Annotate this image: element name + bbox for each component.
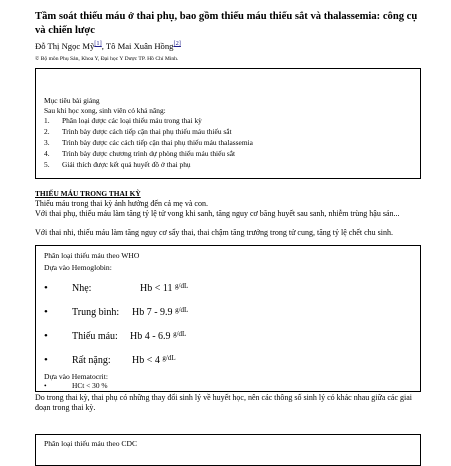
- severity-row: [44, 330, 186, 342]
- who-classification-box: [35, 245, 421, 392]
- severity-row: [44, 282, 188, 294]
- hb-unit: g/dL: [173, 330, 187, 338]
- objectives-intro: Sau khi học xong, sinh viên có khả năng:: [44, 106, 166, 115]
- item-number: 1.: [44, 116, 50, 125]
- severity-label: Nhẹ:: [72, 283, 92, 294]
- footnote-link[interactable]: [1]: [94, 40, 102, 47]
- severity-label: Rất nặng:: [72, 355, 111, 366]
- bullet: •: [44, 306, 48, 318]
- author-line: [35, 40, 181, 51]
- severity-label: Thiếu máu:: [72, 331, 118, 342]
- hb-value: Hb < 11: [140, 283, 173, 294]
- hb-value: Hb 4 - 6.9: [130, 331, 171, 342]
- bullet: •: [44, 381, 47, 390]
- item-text: Phân loại được các loại thiếu máu trong thai kỳ: [62, 116, 202, 125]
- hemoglobin-basis-label: Dựa vào Hemoglobin:: [44, 263, 112, 272]
- list-item: [44, 148, 253, 159]
- bullet: •: [44, 330, 48, 342]
- list-item: [44, 126, 253, 137]
- severity-row: [44, 306, 188, 318]
- paragraph: Do trong thai kỳ, thai phụ có những thay đổi sinh lý về huyết học, nên các thông số sinh lý có khác nhau giữa các giai đoạn trong thai kỳ.: [35, 393, 413, 412]
- list-item: [44, 159, 253, 170]
- item-text: Trình bày được chương trình dự phòng thiếu máu thiếu sắt: [62, 149, 236, 158]
- author-separator: ,: [101, 40, 106, 51]
- author-name: Tô Mai Xuân Hồng: [105, 40, 174, 51]
- hb-unit: g/dL: [162, 354, 176, 362]
- hct-item: [44, 381, 108, 390]
- item-number: 3.: [44, 138, 50, 147]
- item-text: Giải thích được kết quả huyết đồ ở thai phụ: [62, 160, 191, 169]
- list-item: [44, 137, 253, 148]
- hb-unit: g/dL: [175, 282, 189, 290]
- hct-value: HCt < 30 %: [72, 381, 108, 390]
- item-text: Trình bày được các cách tiếp cận thai phụ thiếu máu thalassemia: [62, 138, 253, 147]
- severity-row: [44, 354, 176, 366]
- hb-value: Hb < 4: [132, 355, 160, 366]
- item-number: 5.: [44, 160, 50, 169]
- affiliation: © Bộ môn Phụ Sản, Khoa Y, Đại học Y Dược TP. Hồ Chí Minh.: [35, 56, 179, 62]
- severity-label: Trung bình:: [72, 307, 120, 318]
- cdc-classification-box: [35, 434, 421, 466]
- item-number: 4.: [44, 149, 50, 158]
- item-text: Trình bày được cách tiếp cận thai phụ thiếu máu thiếu sắt: [62, 127, 232, 136]
- list-item: [44, 115, 253, 126]
- hb-unit: g/dL: [175, 306, 189, 314]
- hb-value: Hb 7 - 9.9: [132, 307, 173, 318]
- document-title: Tầm soát thiếu máu ở thai phụ, bao gồm thiếu máu thiếu sắt và thalassemia: công cụ và chiến lược: [35, 11, 418, 36]
- bullet: •: [44, 282, 48, 294]
- objectives-list: [44, 115, 253, 170]
- objectives-heading: Mục tiêu bài giảng: [44, 96, 100, 105]
- author-name: Đỗ Thị Ngọc Mỹ: [35, 40, 95, 51]
- section-heading: THIẾU MÁU TRONG THAI KỲ: [35, 189, 141, 198]
- item-number: 2.: [44, 127, 50, 136]
- paragraph: Với thai nhi, thiếu máu làm tăng nguy cơ sẩy thai, thai chậm tăng trưởng trong tử cung, tăng tỷ lệ chết chu sinh.: [35, 228, 393, 237]
- paragraph: Thiếu máu trong thai kỳ ảnh hưởng đến cả mẹ và con.: [35, 199, 208, 208]
- paragraph: Với thai phụ, thiếu máu làm tăng tỷ lệ tử vong khi sanh, tăng nguy cơ băng huyết sau sanh, nhiễm trùng hậu sản...: [35, 209, 400, 218]
- cdc-heading: Phân loại thiếu máu theo CDC: [44, 439, 138, 448]
- bullet: •: [44, 354, 48, 366]
- learning-objectives-box: [35, 68, 421, 179]
- who-heading: Phân loại thiếu máu theo WHO: [44, 251, 140, 260]
- footnote-link[interactable]: [2]: [173, 40, 181, 47]
- hematocrit-basis-label: Dựa vào Hematocrit:: [44, 372, 108, 381]
